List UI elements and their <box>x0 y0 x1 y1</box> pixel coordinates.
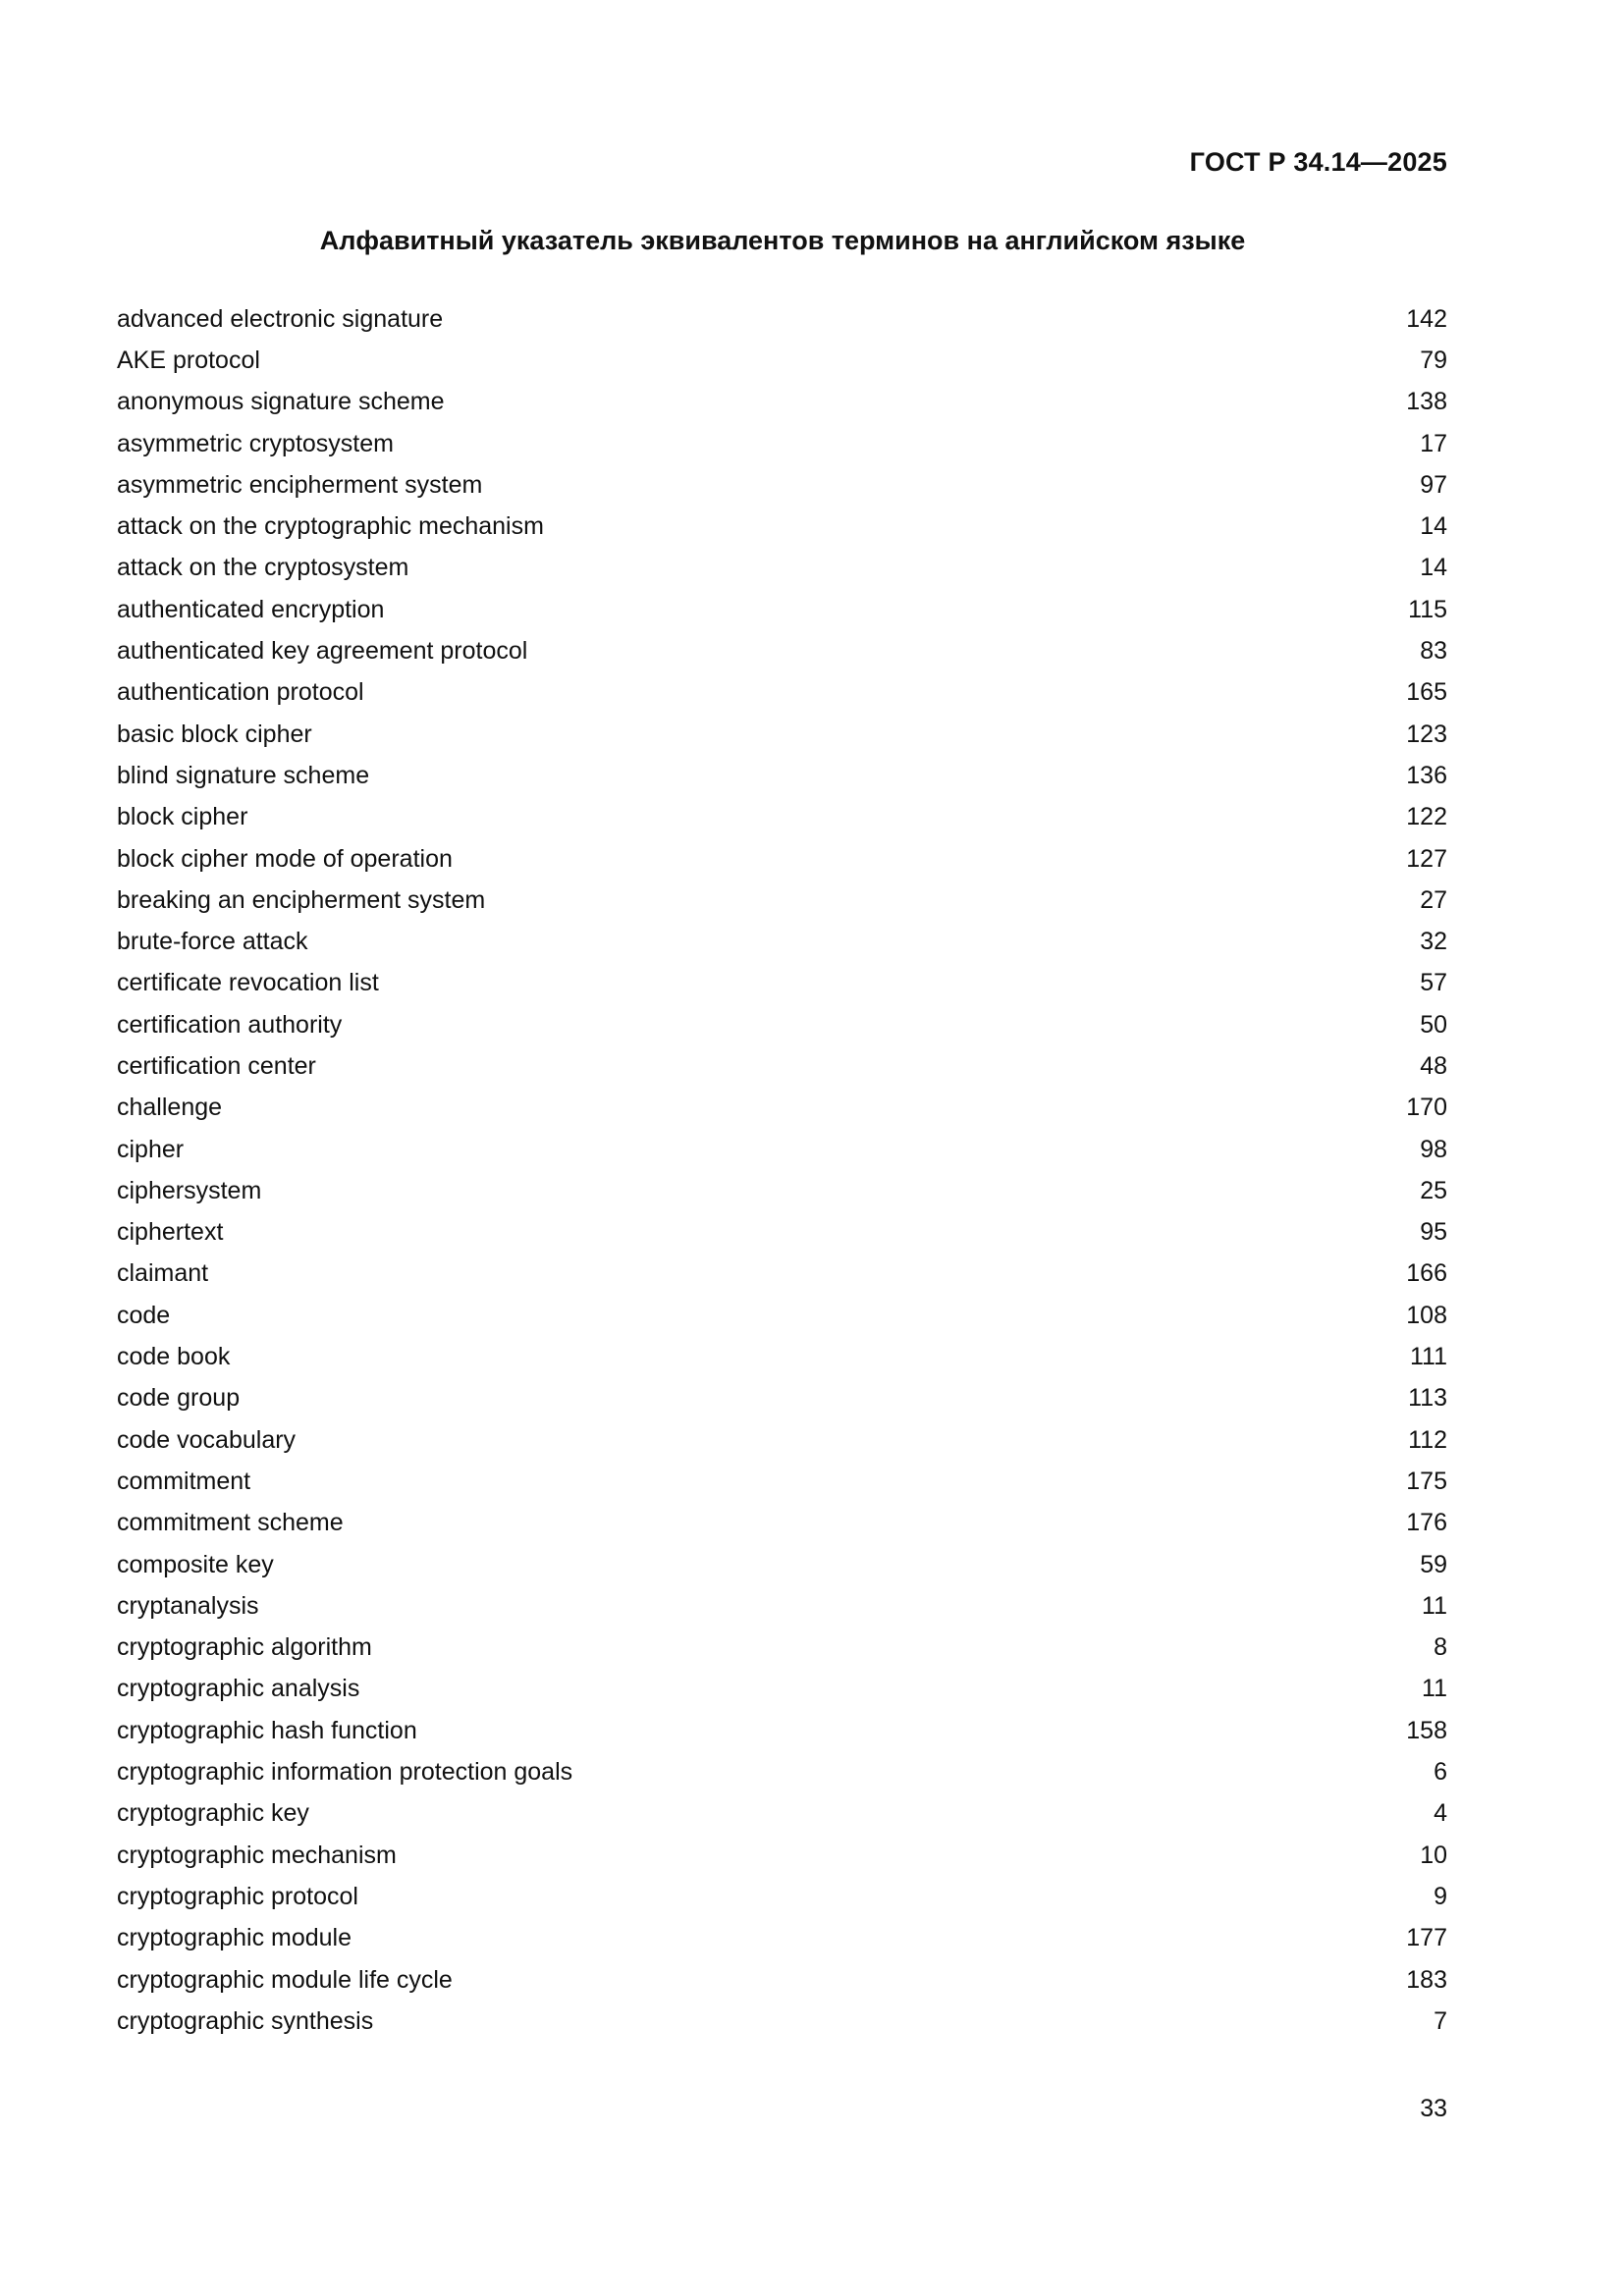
index-term-number: 7 <box>1434 2006 1447 2035</box>
index-term: block cipher <box>117 803 248 831</box>
index-term-number: 165 <box>1406 678 1447 707</box>
index-term: ciphertext <box>117 1218 224 1247</box>
index-term-number: 113 <box>1408 1384 1447 1413</box>
index-entry <box>117 755 1447 796</box>
index-term: attack on the cryptosystem <box>117 554 409 582</box>
index-term: certification center <box>117 1051 316 1080</box>
index-entry <box>117 382 1447 423</box>
index-term: anonymous signature scheme <box>117 388 445 416</box>
index-term: basic block cipher <box>117 720 312 748</box>
index-entry <box>117 423 1447 464</box>
index-entry <box>117 1170 1447 1211</box>
index-term-number: 127 <box>1406 844 1447 873</box>
index-term-number: 95 <box>1420 1218 1447 1247</box>
index-entry <box>117 2001 1447 2042</box>
index-term-number: 27 <box>1420 885 1447 914</box>
index-entry <box>117 1254 1447 1295</box>
index-term: code <box>117 1301 171 1329</box>
index-entry <box>117 963 1447 1004</box>
page-number: 33 <box>1420 2095 1447 2122</box>
index-term: cryptographic information protection goals <box>117 1758 573 1787</box>
index-term: attack on the cryptographic mechanism <box>117 512 544 541</box>
index-entry <box>117 298 1447 340</box>
index-term-number: 115 <box>1408 595 1447 623</box>
index-term: certificate revocation list <box>117 969 379 997</box>
index-entry <box>117 1378 1447 1419</box>
index-entry <box>117 1461 1447 1502</box>
index-term-number: 158 <box>1406 1716 1447 1744</box>
index-term: cryptographic module life cycle <box>117 1965 453 1994</box>
index-entry <box>117 1751 1447 1792</box>
index-term-number: 123 <box>1406 720 1447 748</box>
index-entry <box>117 1544 1447 1585</box>
term-index-list <box>117 298 1447 2042</box>
index-entry <box>117 1503 1447 1544</box>
index-term-number: 98 <box>1420 1135 1447 1163</box>
index-entry <box>117 1088 1447 1129</box>
index-term: code vocabulary <box>117 1425 297 1454</box>
index-term-number: 17 <box>1420 429 1447 457</box>
index-term-number: 83 <box>1420 637 1447 666</box>
index-entry <box>117 1959 1447 2001</box>
index-term-number: 176 <box>1406 1509 1447 1537</box>
index-entry <box>117 1628 1447 1669</box>
index-term: blind signature scheme <box>117 761 370 789</box>
index-term-number: 183 <box>1406 1965 1447 1994</box>
index-term: cryptographic algorithm <box>117 1633 372 1662</box>
index-entry <box>117 464 1447 506</box>
index-entry <box>117 1669 1447 1710</box>
index-entry <box>117 838 1447 880</box>
index-entry <box>117 1835 1447 1876</box>
index-term-number: 112 <box>1408 1425 1447 1454</box>
index-term-number: 97 <box>1420 470 1447 499</box>
index-term: block cipher mode of operation <box>117 844 453 873</box>
index-term-number: 111 <box>1409 1343 1447 1371</box>
index-term: AKE protocol <box>117 346 260 374</box>
index-term: cryptographic hash function <box>117 1716 417 1744</box>
index-term-number: 177 <box>1406 1924 1447 1952</box>
index-term: cryptanalysis <box>117 1591 259 1620</box>
index-term-number: 57 <box>1420 969 1447 997</box>
index-entry <box>117 1876 1447 1917</box>
index-term-number: 136 <box>1406 761 1447 789</box>
index-term: authentication protocol <box>117 678 364 707</box>
index-term-number: 79 <box>1420 346 1447 374</box>
index-term-number: 14 <box>1420 554 1447 582</box>
index-term-number: 9 <box>1434 1882 1447 1910</box>
index-entry <box>117 1045 1447 1087</box>
index-term-number: 11 <box>1422 1675 1447 1703</box>
index-term: certification authority <box>117 1010 343 1039</box>
index-entry <box>117 1793 1447 1835</box>
index-term-number: 25 <box>1420 1176 1447 1204</box>
index-term-number: 6 <box>1434 1758 1447 1787</box>
index-entry <box>117 672 1447 714</box>
index-term: cipher <box>117 1135 185 1163</box>
index-entry <box>117 1710 1447 1751</box>
index-entry <box>117 340 1447 381</box>
index-term: ciphersystem <box>117 1176 262 1204</box>
index-term: advanced electronic signature <box>117 304 444 333</box>
index-entry <box>117 506 1447 547</box>
index-term: cryptographic synthesis <box>117 2006 374 2035</box>
index-term: asymmetric encipherment system <box>117 470 483 499</box>
index-entry <box>117 589 1447 630</box>
index-entry <box>117 1004 1447 1045</box>
index-term: cryptographic module <box>117 1924 352 1952</box>
index-entry <box>117 630 1447 671</box>
index-entry <box>117 1585 1447 1627</box>
index-entry <box>117 548 1447 589</box>
index-term-number: 108 <box>1406 1301 1447 1329</box>
index-entry <box>117 1336 1447 1377</box>
index-term: challenge <box>117 1094 223 1122</box>
index-term: code group <box>117 1384 241 1413</box>
index-term: commitment <box>117 1467 251 1495</box>
index-term: commitment scheme <box>117 1509 344 1537</box>
index-term: code book <box>117 1343 231 1371</box>
index-entry <box>117 921 1447 962</box>
index-entry <box>117 1419 1447 1461</box>
index-entry <box>117 1129 1447 1170</box>
index-term-number: 166 <box>1406 1259 1447 1288</box>
index-term-number: 4 <box>1434 1799 1447 1828</box>
index-term: cryptographic analysis <box>117 1675 360 1703</box>
index-entry <box>117 797 1447 838</box>
index-term-number: 175 <box>1406 1467 1447 1495</box>
index-term-number: 142 <box>1406 304 1447 333</box>
index-entry <box>117 1295 1447 1336</box>
index-term-number: 50 <box>1420 1010 1447 1039</box>
index-term: cryptographic key <box>117 1799 309 1828</box>
index-entry <box>117 880 1447 921</box>
index-term-number: 122 <box>1406 803 1447 831</box>
index-term: brute-force attack <box>117 928 308 956</box>
index-term: cryptographic protocol <box>117 1882 358 1910</box>
index-entry <box>117 1212 1447 1254</box>
index-term: cryptographic mechanism <box>117 1841 397 1869</box>
index-term-number: 59 <box>1420 1550 1447 1578</box>
index-term: composite key <box>117 1550 274 1578</box>
index-entry <box>117 714 1447 755</box>
index-term: authenticated key agreement protocol <box>117 637 528 666</box>
index-entry <box>117 1918 1447 1959</box>
index-term-number: 32 <box>1420 928 1447 956</box>
index-title: Алфавитный указатель эквивалентов терминов на английском языке <box>319 226 1246 255</box>
index-term: claimant <box>117 1259 209 1288</box>
index-term-number: 10 <box>1420 1841 1447 1869</box>
index-term: breaking an encipherment system <box>117 885 486 914</box>
index-term-number: 11 <box>1422 1591 1447 1620</box>
index-term-number: 14 <box>1420 512 1447 541</box>
index-term-number: 138 <box>1406 388 1447 416</box>
index-term: authenticated encryption <box>117 595 385 623</box>
index-term: asymmetric cryptosystem <box>117 429 394 457</box>
index-term-number: 8 <box>1434 1633 1447 1662</box>
index-term-number: 48 <box>1420 1051 1447 1080</box>
index-term-number: 170 <box>1406 1094 1447 1122</box>
standard-code: ГОСТ Р 34.14—2025 <box>1189 147 1447 177</box>
